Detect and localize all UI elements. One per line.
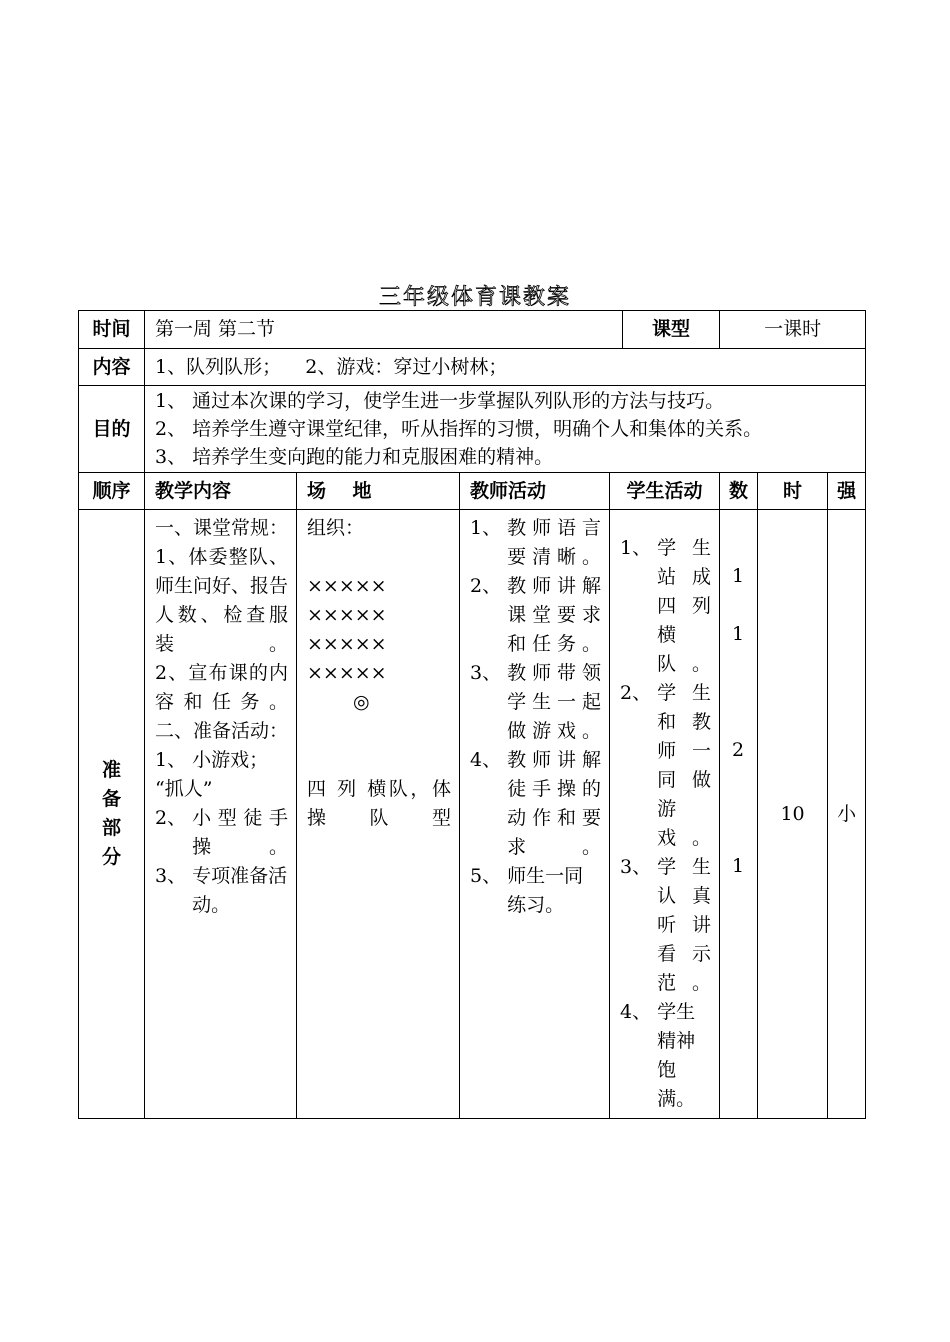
teacher-item xyxy=(470,514,601,572)
purpose-label: 目的 xyxy=(79,386,145,473)
item-number: 2、 xyxy=(155,807,193,829)
header-teacher-activity: 教师活动 xyxy=(460,473,610,510)
content-item xyxy=(155,862,288,920)
content-item xyxy=(155,804,288,862)
content-value: 1、队列队形； 2、游戏：穿过小树林； xyxy=(145,349,866,386)
student-item xyxy=(620,534,711,679)
item-text: 教师讲解课堂要求和任务。 xyxy=(507,575,601,655)
item-number: 2、 xyxy=(470,575,508,597)
item-number: 1、 xyxy=(470,517,508,539)
lesson-plan-table xyxy=(78,310,866,1119)
formation-row: ××××× xyxy=(307,633,387,655)
content-line: 1、 小游戏； xyxy=(155,749,269,771)
item-text: 教师带领学生一起做游戏。 xyxy=(507,662,601,742)
venue-org: 组织： xyxy=(307,517,365,539)
item-number: 5、 xyxy=(470,865,508,887)
content-label: 内容 xyxy=(79,349,145,386)
item-text: 学生站成四列横队。 xyxy=(657,537,712,675)
teacher-activity-cell xyxy=(460,510,610,1119)
content-row xyxy=(79,349,866,386)
student-item xyxy=(620,679,711,853)
header-venue: 场 地 xyxy=(297,473,460,510)
item-text: 学生和教师一同做游戏。 xyxy=(657,682,712,849)
item-number: 4、 xyxy=(470,749,508,771)
item-number: 4、 xyxy=(620,1001,658,1023)
teach-content-cell xyxy=(145,510,297,1119)
header-teach-content: 教学内容 xyxy=(145,473,297,510)
section-label xyxy=(79,510,145,1119)
count-value: 1 xyxy=(732,623,745,645)
venue-cell xyxy=(297,510,460,1119)
teacher-item xyxy=(470,572,601,659)
item-number: 2、 xyxy=(620,682,658,704)
item-number: 1、 xyxy=(620,537,658,559)
item-text: 教师讲解徒手操的动作和要求。 xyxy=(507,749,601,858)
formation-row: ××××× xyxy=(307,575,387,597)
item-number: 3、 xyxy=(155,865,193,887)
type-value: 一课时 xyxy=(720,311,866,349)
content-line: 二、准备活动： xyxy=(155,720,289,742)
teacher-position-mark: ◎ xyxy=(353,691,370,713)
content-line: 2、宣布课的内容和任务。 xyxy=(155,662,288,713)
count-value: 2 xyxy=(732,739,745,761)
purpose-row xyxy=(79,386,866,473)
column-header-row xyxy=(79,473,866,510)
item-text: 学生精神饱满。 xyxy=(657,1001,696,1110)
formation-row: ××××× xyxy=(307,604,387,626)
venue-description: 四 列 横队，体操队型 xyxy=(307,778,451,829)
header-time: 时 xyxy=(758,473,828,510)
student-activity-cell xyxy=(610,510,720,1119)
time-row xyxy=(79,311,866,349)
item-number: 3、 xyxy=(470,662,508,684)
item-text: 小型徒手操。 xyxy=(192,807,288,858)
purpose-list xyxy=(145,386,866,473)
time-value-cell: 10 xyxy=(758,510,828,1119)
page-title: 三年级体育课教案 xyxy=(378,285,571,310)
count-value: 1 xyxy=(732,565,745,587)
header-order: 顺序 xyxy=(79,473,145,510)
prep-section-row xyxy=(79,510,866,1119)
item-text: 学生认真听讲看示范。 xyxy=(657,856,712,994)
content-line: 1、体委整队、师生问好、报告人数、检查服装。 xyxy=(155,546,289,655)
student-item xyxy=(620,853,711,998)
formation-row: ××××× xyxy=(307,662,387,684)
header-count: 数 xyxy=(720,473,758,510)
content-line: 一、课堂常规： xyxy=(155,517,289,539)
intensity-value-cell: 小 xyxy=(828,510,866,1119)
teacher-item xyxy=(470,862,601,920)
time-label: 时间 xyxy=(79,311,145,349)
purpose-item: 3、 培养学生变向跑的能力和克服困难的精神。 xyxy=(155,446,554,468)
item-text: 教师语言要清晰。 xyxy=(507,517,601,568)
teacher-item xyxy=(470,659,601,746)
item-text: 师生一同练习。 xyxy=(507,865,584,916)
count-cell xyxy=(720,510,758,1119)
purpose-item: 2、 培养学生遵守课堂纪律，听从指挥的习惯，明确个人和集体的关系。 xyxy=(155,418,763,440)
section-label-text: 准备部分 xyxy=(101,759,121,868)
teacher-item xyxy=(470,746,601,862)
header-student-activity: 学生活动 xyxy=(610,473,720,510)
type-label: 课型 xyxy=(623,311,720,349)
purpose-item: 1、 通过本次课的学习，使学生进一步掌握队列队形的方法与技巧。 xyxy=(155,390,725,412)
header-intensity: 强 xyxy=(828,473,866,510)
content-line: “抓人” xyxy=(155,778,213,800)
count-value: 1 xyxy=(732,855,745,877)
item-number: 3、 xyxy=(620,856,658,878)
time-value: 第一周 第二节 xyxy=(145,311,623,349)
item-text: 专项准备活动。 xyxy=(192,865,288,916)
student-item xyxy=(620,998,711,1114)
